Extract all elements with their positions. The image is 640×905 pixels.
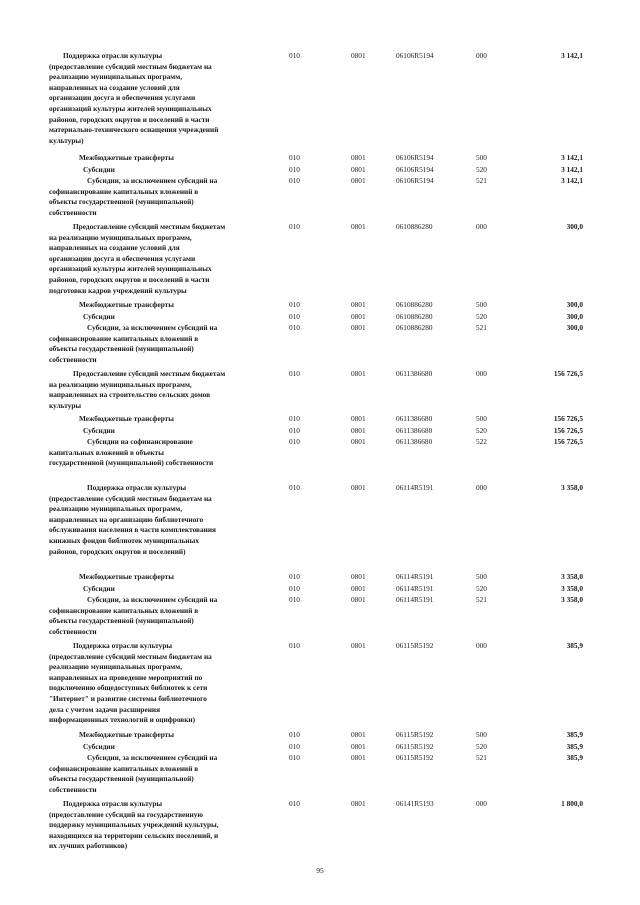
section-code: 0801 — [351, 414, 366, 423]
admin-code: 010 — [289, 222, 300, 231]
expense-kind-code: 000 — [476, 483, 487, 492]
section-code: 0801 — [351, 153, 366, 162]
admin-code: 010 — [289, 584, 300, 593]
row-description: Субсидии — [83, 426, 115, 435]
row-description: Поддержка отрасли культуры (предоставление субсидий местным бюджетам на реализацию муниципальных программ, направленных на организацию библиотечного обслуживания населения в части комплектования книжных фондов библиотек муниципальных районов, городских округов и поселений) — [49, 483, 216, 556]
expense-kind-code: 000 — [476, 51, 487, 60]
target-code: 0610886280 — [396, 300, 433, 309]
admin-code: 010 — [289, 165, 300, 174]
target-code: 0611386680 — [396, 437, 433, 446]
admin-code: 010 — [289, 742, 300, 751]
row-description: Субсидии — [83, 584, 115, 593]
row-sum: 156 726,5 — [553, 437, 583, 446]
row-sum: 156 726,5 — [553, 414, 583, 423]
section-code: 0801 — [351, 584, 366, 593]
section-code: 0801 — [351, 426, 366, 435]
target-code: 0610886280 — [396, 312, 433, 321]
row-description: Субсидии, за исключением субсидий на софинансирование капитальных вложений в объекты государственной (муниципальной) собственности — [49, 595, 218, 636]
admin-code: 010 — [289, 153, 300, 162]
admin-code: 010 — [289, 323, 300, 332]
expense-kind-code: 521 — [476, 595, 487, 604]
target-code: 06115R5192 — [396, 742, 434, 751]
section-code: 0801 — [351, 641, 366, 650]
section-code: 0801 — [351, 437, 366, 446]
admin-code: 010 — [289, 572, 300, 581]
expense-kind-code: 521 — [476, 323, 487, 332]
row-sum: 385,9 — [566, 742, 583, 751]
row-sum: 3 142,1 — [561, 153, 583, 162]
admin-code: 010 — [289, 414, 300, 423]
row-sum: 3 142,1 — [561, 51, 583, 60]
target-code: 06106R5194 — [396, 51, 434, 60]
target-code: 06115R5192 — [396, 641, 434, 650]
row-description: Поддержка отрасли культуры (предоставление субсидий на государственную поддержку муниципальных учреждений культуры, находящихся на территории сельских поселений, и их лучших работников) — [49, 799, 219, 851]
admin-code: 010 — [289, 426, 300, 435]
row-sum: 385,9 — [566, 641, 583, 650]
row-description: Межбюджетные трансферты — [79, 153, 174, 162]
section-code: 0801 — [351, 51, 366, 60]
expense-kind-code: 520 — [476, 165, 487, 174]
row-description: Межбюджетные трансферты — [79, 730, 174, 739]
section-code: 0801 — [351, 572, 366, 581]
section-code: 0801 — [351, 176, 366, 185]
target-code: 06115R5192 — [396, 753, 434, 762]
expense-kind-code: 500 — [476, 300, 487, 309]
row-description: Межбюджетные трансферты — [79, 572, 174, 581]
section-code: 0801 — [351, 312, 366, 321]
row-sum: 1 800,0 — [561, 799, 583, 808]
expense-kind-code: 522 — [476, 437, 487, 446]
section-code: 0801 — [351, 742, 366, 751]
row-sum: 385,9 — [566, 753, 583, 762]
admin-code: 010 — [289, 312, 300, 321]
expense-kind-code: 000 — [476, 641, 487, 650]
row-description: Межбюджетные трансферты — [79, 414, 174, 423]
expense-kind-code: 500 — [476, 414, 487, 423]
admin-code: 010 — [289, 369, 300, 378]
row-sum: 3 358,0 — [561, 595, 583, 604]
section-code: 0801 — [351, 483, 366, 492]
row-description: Субсидии — [83, 312, 115, 321]
target-code: 06106R5194 — [396, 176, 434, 185]
row-sum: 300,0 — [566, 222, 583, 231]
target-code: 06141R5193 — [396, 799, 434, 808]
target-code: 06114R5191 — [396, 572, 434, 581]
row-description: Субсидии — [83, 165, 115, 174]
section-code: 0801 — [351, 323, 366, 332]
admin-code: 010 — [289, 483, 300, 492]
target-code: 0611386680 — [396, 369, 433, 378]
page-number: 95 — [316, 866, 324, 875]
row-sum: 3 358,0 — [561, 572, 583, 581]
expense-kind-code: 521 — [476, 753, 487, 762]
row-sum: 300,0 — [566, 300, 583, 309]
row-description: Предоставление субсидий местным бюджетам на реализацию муниципальных программ, направленных на создание условий для организации досуга и обеспечения услугами организаций культуры жителей муниципальных районов, городских округов и поселений в части подготовки кадров учреждений культуры — [49, 222, 226, 295]
admin-code: 010 — [289, 730, 300, 739]
target-code: 0610886280 — [396, 222, 433, 231]
admin-code: 010 — [289, 300, 300, 309]
admin-code: 010 — [289, 799, 300, 808]
admin-code: 010 — [289, 437, 300, 446]
section-code: 0801 — [351, 799, 366, 808]
target-code: 06106R5194 — [396, 165, 434, 174]
admin-code: 010 — [289, 595, 300, 604]
target-code: 0611386680 — [396, 426, 433, 435]
section-code: 0801 — [351, 595, 366, 604]
row-description: Субсидии — [83, 742, 115, 751]
section-code: 0801 — [351, 222, 366, 231]
row-sum: 3 142,1 — [561, 165, 583, 174]
row-sum: 156 726,5 — [553, 369, 583, 378]
row-description: Поддержка отрасли культуры (предоставление субсидий местным бюджетам на реализацию муниципальных программ, направленных на создание условий для организации досуга и обеспечения услугами организаций культуры жителей муниципальных районов, городских округов и поселений в части материально-технического оснащения учреждений культуры) — [49, 51, 219, 145]
row-description: Субсидии, за исключением субсидий на софинансирование капитальных вложений в объекты государственной (муниципальной) собственности — [49, 753, 218, 794]
expense-kind-code: 000 — [476, 369, 487, 378]
target-code: 06114R5191 — [396, 584, 434, 593]
expense-kind-code: 000 — [476, 799, 487, 808]
expense-kind-code: 520 — [476, 742, 487, 751]
row-sum: 3 358,0 — [561, 584, 583, 593]
expense-kind-code: 520 — [476, 426, 487, 435]
section-code: 0801 — [351, 165, 366, 174]
row-sum: 3 142,1 — [561, 176, 583, 185]
target-code: 06106R5194 — [396, 153, 434, 162]
row-sum: 300,0 — [566, 312, 583, 321]
expense-kind-code: 500 — [476, 572, 487, 581]
section-code: 0801 — [351, 300, 366, 309]
row-sum: 300,0 — [566, 323, 583, 332]
expense-kind-code: 500 — [476, 730, 487, 739]
admin-code: 010 — [289, 51, 300, 60]
admin-code: 010 — [289, 641, 300, 650]
expense-kind-code: 520 — [476, 312, 487, 321]
row-description: Предоставление субсидий местным бюджетам на реализацию муниципальных программ, направленных на строительство сельских домов культуры — [49, 369, 226, 410]
expense-kind-code: 500 — [476, 153, 487, 162]
expense-kind-code: 000 — [476, 222, 487, 231]
target-code: 06115R5192 — [396, 730, 434, 739]
row-sum: 385,9 — [566, 730, 583, 739]
row-description: Субсидии на софинансирование капитальных вложений в объекты государственной (муниципальной) собственности — [49, 437, 214, 468]
target-code: 06114R5191 — [396, 483, 434, 492]
target-code: 0611386680 — [396, 414, 433, 423]
expense-kind-code: 521 — [476, 176, 487, 185]
row-description: Субсидии, за исключением субсидий на софинансирование капитальных вложений в объекты государственной (муниципальной) собственности — [49, 176, 218, 217]
admin-code: 010 — [289, 176, 300, 185]
section-code: 0801 — [351, 753, 366, 762]
row-sum: 3 358,0 — [561, 483, 583, 492]
expense-kind-code: 520 — [476, 584, 487, 593]
row-sum: 156 726,5 — [553, 426, 583, 435]
admin-code: 010 — [289, 753, 300, 762]
row-description: Поддержка отрасли культуры (предоставление субсидий местным бюджетам на реализацию муниципальных программ, направленных на проведение мероприятий по подключению общедоступных библиотек к сети "Интернет" и развитие системы библиотечного дела с учетом задачи расширения информационных технологий и оцифровки) — [49, 641, 212, 725]
target-code: 0610886280 — [396, 323, 433, 332]
row-description: Субсидии, за исключением субсидий на софинансирование капитальных вложений в объекты государственной (муниципальной) собственности — [49, 323, 218, 364]
target-code: 06114R5191 — [396, 595, 434, 604]
section-code: 0801 — [351, 730, 366, 739]
row-description: Межбюджетные трансферты — [79, 300, 174, 309]
section-code: 0801 — [351, 369, 366, 378]
